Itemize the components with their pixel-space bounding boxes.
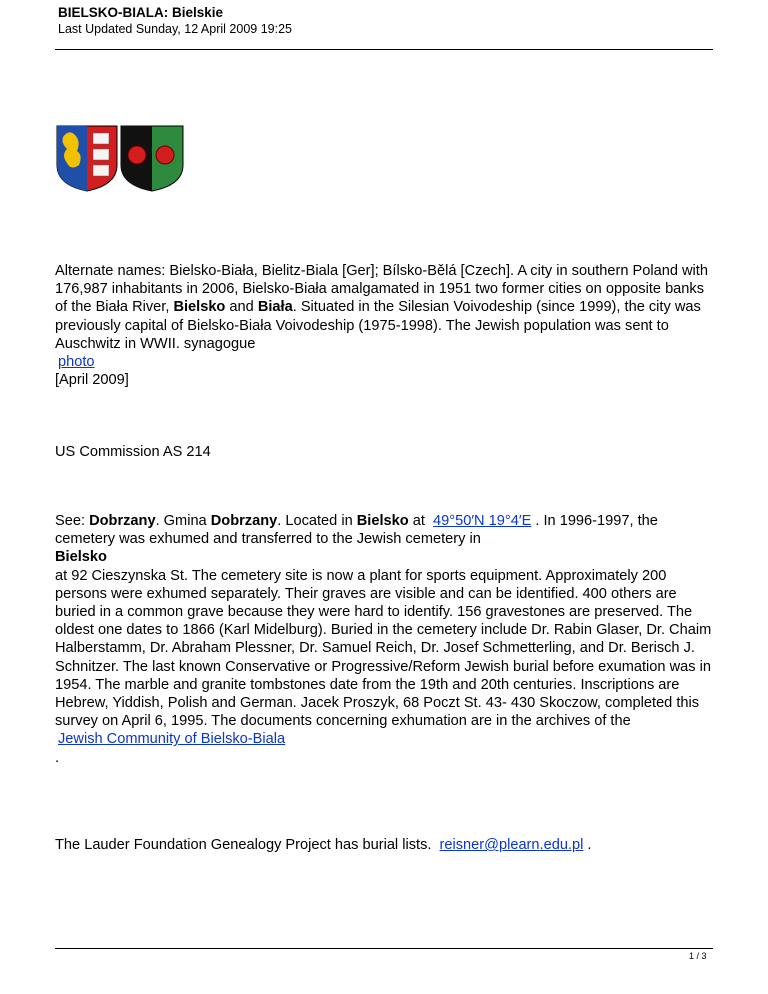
article-title: BIELSKO-BIALA: Bielskie bbox=[58, 5, 224, 20]
exhumed-text: . In 1996-1997, the cemetery was exhumed and transferred to the Jewish cemetery in bbox=[55, 513, 658, 548]
gmina-text: . Gmina bbox=[155, 513, 211, 529]
lauder-paragraph bbox=[55, 836, 720, 854]
biala-shield bbox=[121, 126, 183, 191]
at-text: at bbox=[408, 513, 429, 529]
bielsko-shield bbox=[57, 126, 117, 191]
intro-text-rest: . Situated in the Silesian Voivodeship (since 1999), the city was previously capital of Bielsko-Biała Voivodeship (1975-1998). The Jewish population was sent to Auschwitz in WWII. synagogue bbox=[55, 299, 701, 352]
last-updated: Last Updated Sunday, 12 April 2009 19:25 bbox=[58, 22, 292, 36]
located-text: . Located in bbox=[277, 513, 357, 529]
bielsko-bold-2: Bielsko bbox=[356, 513, 409, 529]
footer-rule bbox=[55, 948, 713, 949]
period-text: . bbox=[55, 749, 60, 766]
page-header bbox=[58, 5, 292, 37]
detail-paragraph bbox=[55, 512, 720, 767]
jewish-community-link[interactable]: Jewish Community of Bielsko-Biala bbox=[58, 731, 286, 748]
intro-paragraph bbox=[55, 262, 720, 389]
coat-of-arms-image bbox=[55, 125, 185, 192]
coordinates-link[interactable]: 49°50′N 19°4′E bbox=[433, 513, 532, 529]
page-number: 1 / 3 bbox=[689, 951, 707, 961]
dobrzany-bold: Dobrzany bbox=[89, 513, 156, 529]
lauder-text: The Lauder Foundation Genealogy Project has burial lists. bbox=[55, 837, 436, 853]
bielsko-bold: Bielsko bbox=[173, 299, 226, 316]
intro-date: [April 2009] bbox=[55, 372, 129, 389]
dobrzany-bold-2: Dobrzany bbox=[210, 513, 278, 529]
intro-text: Alternate names: Bielsko-Biała, Bielitz-Biala [Ger]; Bílsko-Bělá [Czech]. A city in southern Poland with 176,987 inhabitants in 2006, Bielsko-Biała amalgamated in 1951 two former cities on opposite banks of the Biała River, bbox=[55, 263, 708, 316]
bielsko-bold-3: Bielsko bbox=[55, 549, 107, 566]
photo-link[interactable]: photo bbox=[58, 354, 95, 371]
see-prefix: See: bbox=[55, 513, 90, 529]
commission-line: US Commission AS 214 bbox=[55, 444, 211, 460]
lauder-end: . bbox=[583, 837, 592, 853]
header-rule bbox=[55, 49, 713, 50]
cemetery-description: at 92 Cieszynska St. The cemetery site is now a plant for sports equipment. Approximately 200 persons were exhumed separately. Their graves are visible and can be identified. 400 others are buried in a common grave because they were hard to identify. 156 gravestones are preserved. The oldest one dates to 1866 (Karl Midelburg). Buried in the cemetery include Dr. Rabin Glaser, Dr. Chaim Halberstamm, Dr. Abraham Plessner, Dr. Samuel Reich, Dr. Josef Schmetterling, and Dr. Berisch J. Schnitzer. The last known Conservative or Progressive/Reform Jewish burial before exumation was in 1954. The marble and granite tombstones date from the 19th and 20th centuries. Inscriptions are Hebrew, Yiddish, Polish and German. Jacek Proszyk, 68 Poczt St. 43- 430 Skoczow, completed this survey on April 6, 1995. The documents concerning exhumation are in the archives of the bbox=[55, 567, 712, 730]
biala-bold: Biała bbox=[257, 299, 293, 316]
intro-text-and: and bbox=[225, 299, 258, 316]
email-link[interactable]: reisner@plearn.edu.pl bbox=[439, 837, 584, 853]
